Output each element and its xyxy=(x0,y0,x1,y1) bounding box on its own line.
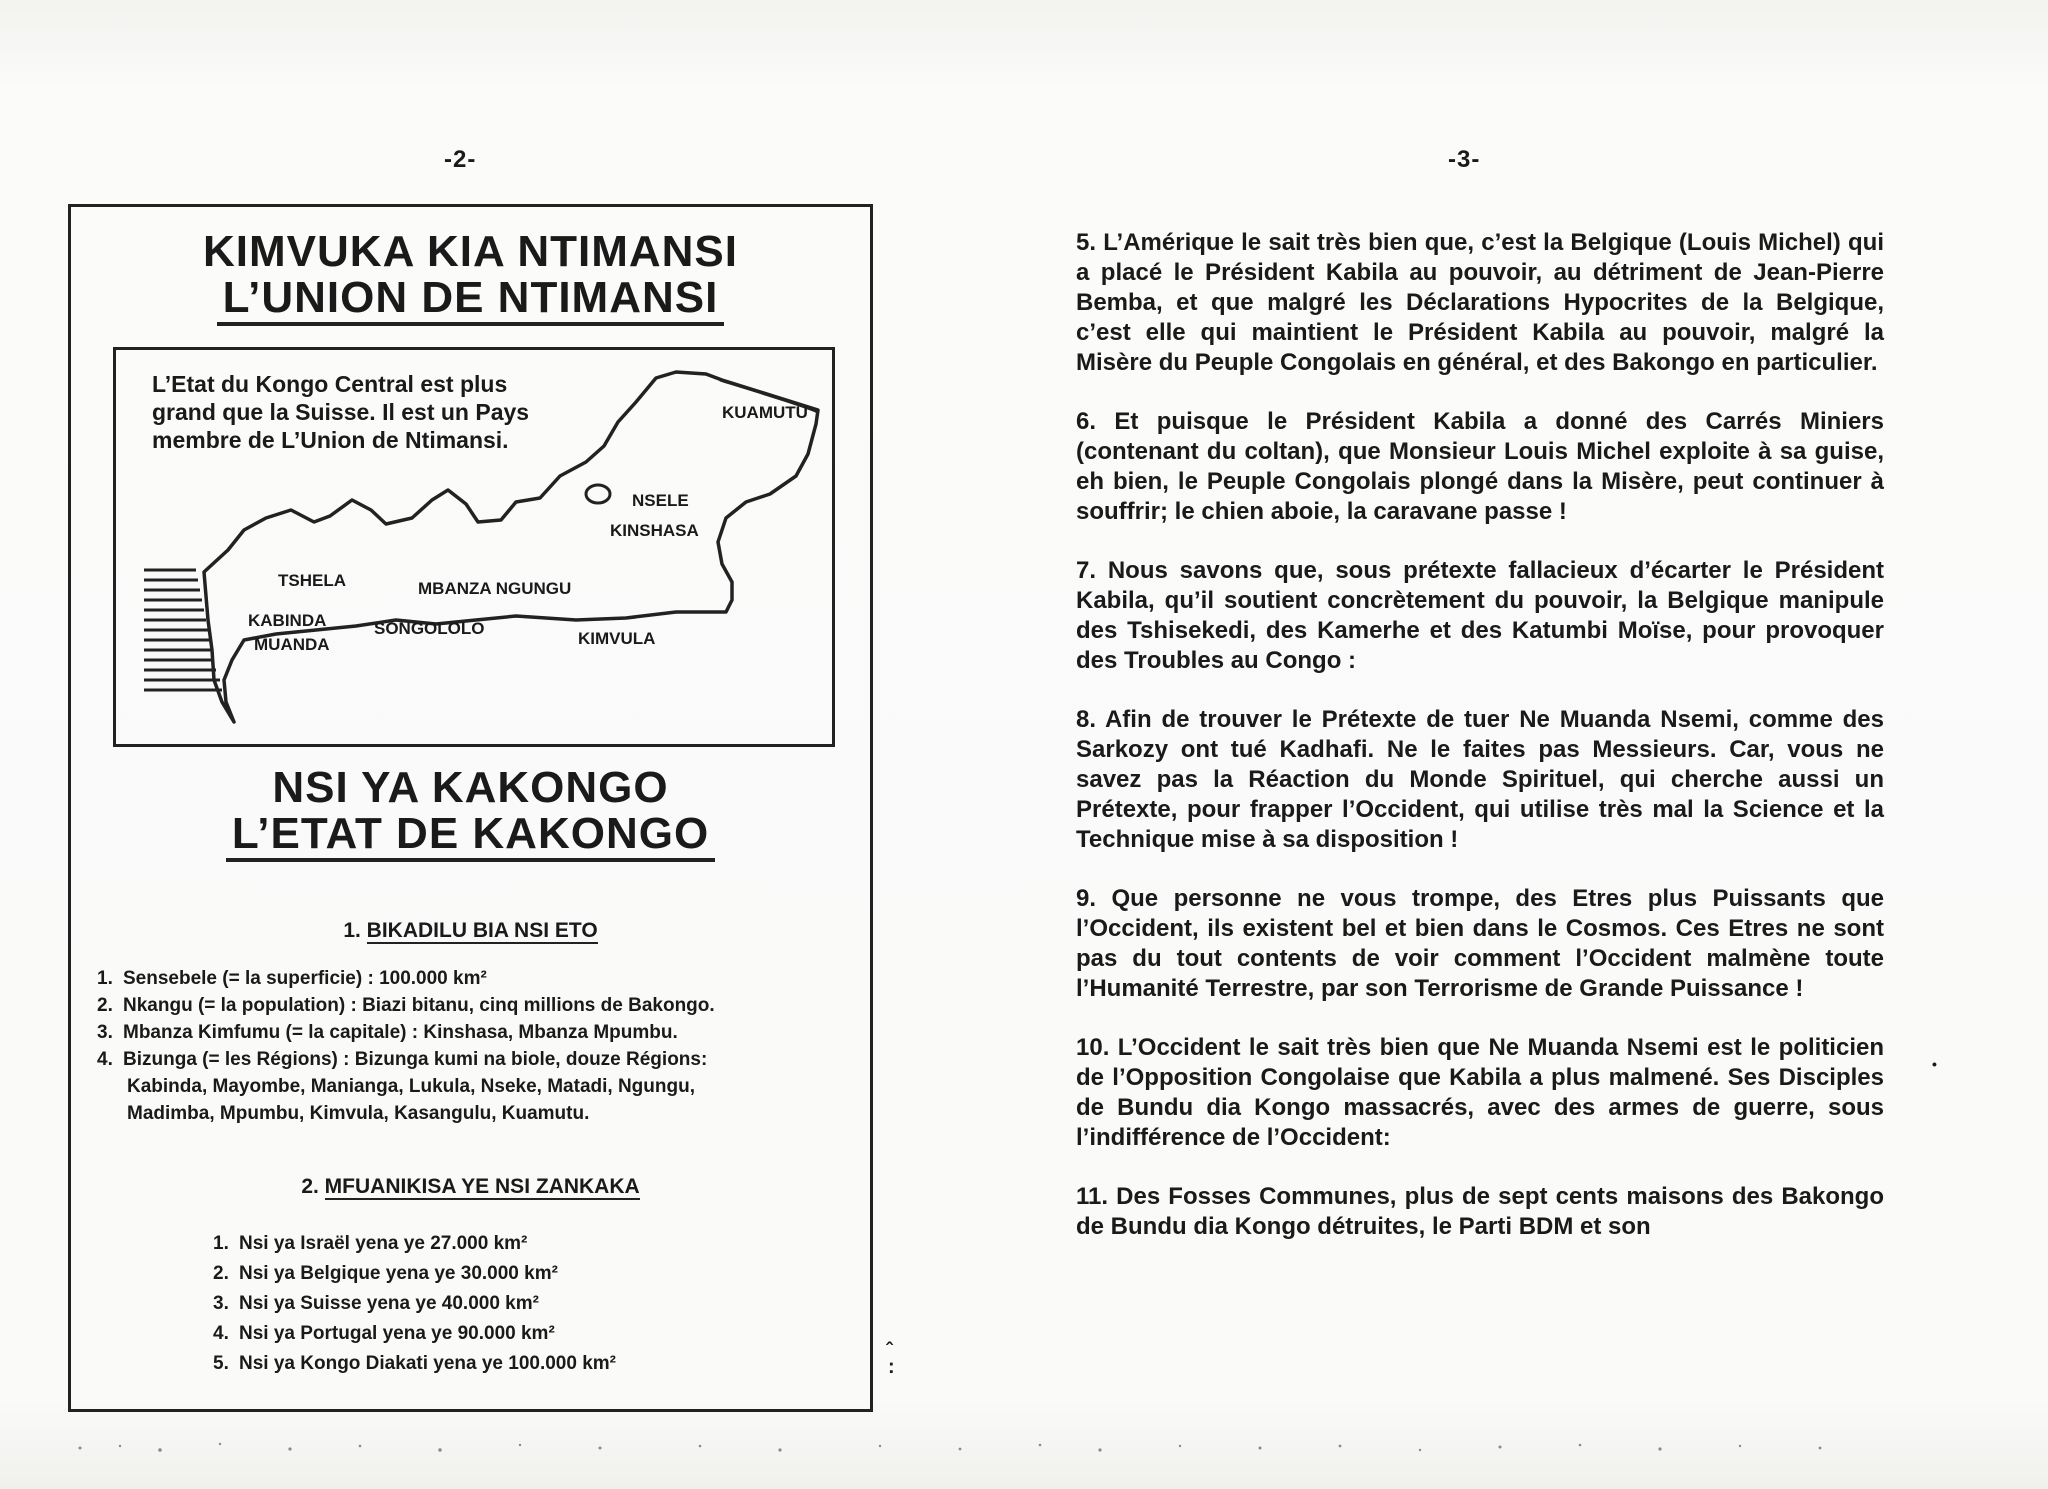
list-item: 2. Nkangu (= la population) : Biazi bitanu, cinq millions de Bakongo. xyxy=(97,995,715,1016)
section2-number: 2. xyxy=(301,1175,319,1198)
map-label-kinshasa: KINSHASA xyxy=(610,521,699,540)
pool-loop xyxy=(586,485,610,503)
map-label-songololo: SONGOLOLO xyxy=(374,619,485,638)
kakongo-title-line1: NSI YA KAKONGO xyxy=(272,763,669,812)
section1-heading-text: BIKADILU BIA NSI ETO xyxy=(366,919,598,942)
kakongo-title xyxy=(71,765,870,862)
section2-heading-text: MFUANIKISA YE NSI ZANKAKA xyxy=(324,1175,640,1198)
page-number-right: -3- xyxy=(1448,146,1481,173)
map-label-kuamutu: KUAMUTU xyxy=(722,403,808,422)
list-item: 5. Nsi ya Kongo Diakati yena ye 100.000 km² xyxy=(213,1353,617,1374)
union-title xyxy=(71,229,870,326)
kakongo-title-line2: L’ETAT DE KAKONGO xyxy=(226,811,715,862)
paragraph-6: 6. Et puisque le Président Kabila a donné des Carrés Miniers (contenant du coltan), que Monsieur Louis Michel exploite à sa guise, eh bien, le Peuple Congolais plongé dans la Misère, peut continuer à souffrir; le chien aboie, la caravane passe ! xyxy=(1076,408,1884,525)
list-item: 1. Sensebele (= la superficie) : 100.000 km² xyxy=(97,968,487,989)
paragraph-5: 5. L’Amérique le sait très bien que, c’est la Belgique (Louis Michel) qui a placé le Président Kabila au pouvoir, au détriment de Jean-Pierre Bemba, et que malgré les Déclarations Hypocrites de la Belgique, c’est elle qui maintient le Président Kabila au pouvoir, malgré la Misère du Peuple Congolais en général, et des Bakongo en particulier. xyxy=(1076,229,1884,376)
scan-speck: • xyxy=(1932,1056,1937,1072)
list-item-continuation: Kabinda, Mayombe, Manianga, Lukula, Nseke, Matadi, Ngungu, xyxy=(127,1076,695,1097)
map-description xyxy=(152,370,652,454)
list-item: 1. Nsi ya Israël yena ye 27.000 km² xyxy=(213,1233,528,1254)
scan-noise-strip xyxy=(40,1434,1940,1464)
map-label-tshela: TSHELA xyxy=(278,571,346,590)
section1-number: 1. xyxy=(343,919,361,942)
section1-heading xyxy=(71,919,870,943)
list-item-continuation: Madimba, Mpumbu, Kimvula, Kasangulu, Kuamutu. xyxy=(127,1103,590,1124)
list-item: 2. Nsi ya Belgique yena ye 30.000 km² xyxy=(213,1263,558,1284)
union-title-line1: KIMVUKA KIA NTIMANSI xyxy=(203,227,738,276)
section2-list xyxy=(213,1229,833,1379)
map-description-line3: membre de L’Union de Ntimansi. xyxy=(152,427,509,453)
map-label-mbanza-ngungu: MBANZA NGUNGU xyxy=(418,579,572,598)
page-number-left: -2- xyxy=(444,146,477,173)
section1-list xyxy=(97,965,857,1127)
union-title-line2: L’UNION DE NTIMANSI xyxy=(217,275,725,326)
paragraph-9: 9. Que personne ne vous trompe, des Etres plus Puissants que l’Occident, ils existent bel et bien dans le Cosmos. Ces Etres ne sont pas du tout contents de voir comment l’Occident malmène toute l’Humanité Terrestre, par son Terrorisme de Grande Puissance ! xyxy=(1076,885,1884,1002)
section2-heading xyxy=(71,1175,870,1199)
left-page-frame xyxy=(68,204,873,1412)
list-item: 3. Nsi ya Suisse yena ye 40.000 km² xyxy=(213,1293,539,1314)
map-box xyxy=(113,347,835,747)
paragraph-8: 8. Afin de trouver le Prétexte de tuer Ne Muanda Nsemi, comme des Sarkozy ont tué Kadhafi. Ne le faites pas Messieurs. Car, vous ne savez pas la Réaction du Monde Spirituel, qui cherche aussi un Prétexte, pour frapper l’Occident, qui utilise très mal la Science et la Technique mise à sa disposition ! xyxy=(1076,706,1884,853)
map-description-line2: grand que la Suisse. Il est un Pays xyxy=(152,399,530,425)
list-item: 3. Mbanza Kimfumu (= la capitale) : Kinshasa, Mbanza Mpumbu. xyxy=(97,1022,678,1043)
map-label-kabinda: KABINDA xyxy=(248,611,327,630)
map-label-nsele: NSELE xyxy=(632,491,689,510)
map-label-kimvula: KIMVULA xyxy=(578,629,656,648)
scan-speck: : xyxy=(888,1356,895,1378)
map-description-line1: L’Etat du Kongo Central est plus xyxy=(152,371,508,397)
paragraph-11: 11. Des Fosses Communes, plus de sept cents maisons des Bakongo de Bundu dia Kongo détruites, le Parti BDM et son xyxy=(1076,1183,1884,1240)
map-label-muanda: MUANDA xyxy=(254,635,330,654)
list-item: 4. Nsi ya Portugal yena ye 90.000 km² xyxy=(213,1323,555,1344)
right-page-text xyxy=(1076,228,1884,1271)
scan-speck: ˆ xyxy=(886,1340,893,1362)
list-item: 4. Bizunga (= les Régions) : Bizunga kumi na biole, douze Régions: xyxy=(97,1049,708,1070)
paragraph-7: 7. Nous savons que, sous prétexte fallacieux d’écarter le Président Kabila, qu’il soutient concrètement du pouvoir, la Belgique manipule des Tshisekedi, des Kamerhe et des Katumbi Moïse, pour provoquer des Troubles au Congo : xyxy=(1076,557,1884,674)
paragraph-10: 10. L’Occident le sait très bien que Ne Muanda Nsemi est le politicien de l’Opposition Congolaise que Kabila a plus malmené. Ses Disciples de Bundu dia Kongo massacrés, avec des armes de guerre, sous l’indifférence de l’Occident: xyxy=(1076,1034,1884,1151)
